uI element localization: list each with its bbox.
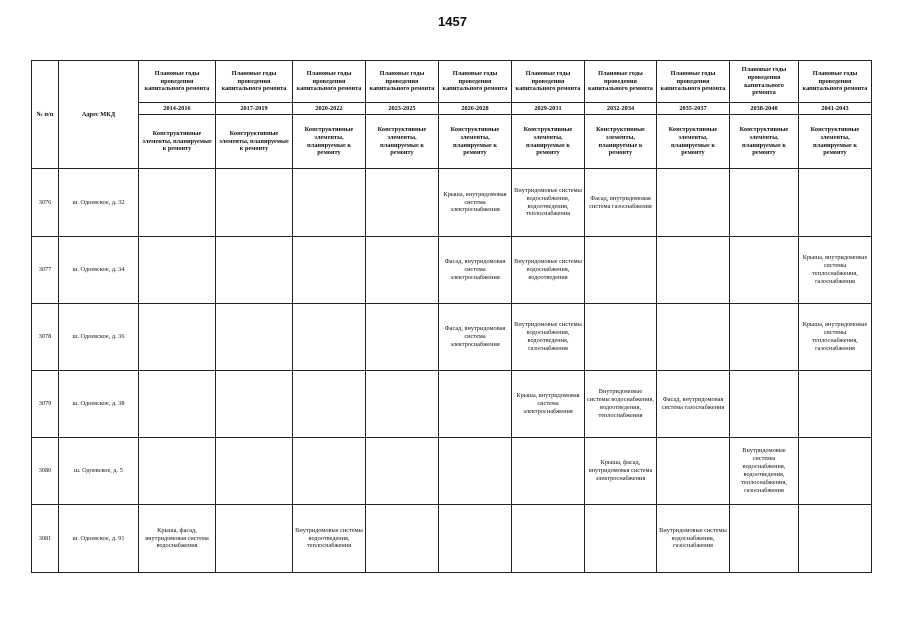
repair-cell (216, 304, 293, 371)
repair-cell (585, 505, 657, 573)
table-row (32, 505, 872, 573)
header-sub-label: Конструктивные элементы, планируемые к ремонту (216, 115, 293, 169)
header-sub-label: Конструктивные элементы, планируемые к ремонту (730, 115, 799, 169)
row-address: ш. Одоевское, д. 36 (59, 304, 139, 371)
repair-cell (293, 237, 366, 304)
table-row (32, 438, 872, 505)
repair-cell (730, 371, 799, 438)
table-row (32, 371, 872, 438)
row-number: 3080 (32, 438, 59, 505)
header-group-title: Плановые годы проведения капитального ремонта (139, 61, 216, 103)
repair-cell (657, 304, 730, 371)
header-sub-label: Конструктивные элементы, планируемые к ремонту (585, 115, 657, 169)
repair-cell (293, 169, 366, 237)
repair-cell (293, 438, 366, 505)
header-group-title: Плановые годы проведения капитального ремонта (293, 61, 366, 103)
repair-cell: Внутридомовые системы водоснабжения, водоотведения (512, 237, 585, 304)
row-number: 3079 (32, 371, 59, 438)
header-group-title: Плановые годы проведения капитального ремонта (730, 61, 799, 103)
repair-cell (366, 505, 439, 573)
header-sub-label: Конструктивные элементы, планируемые к ремонту (657, 115, 730, 169)
repair-cell (366, 169, 439, 237)
repair-cell (139, 304, 216, 371)
header-group-title: Плановые годы проведения капитального ремонта (657, 61, 730, 103)
header-period: 2023-2025 (366, 103, 439, 115)
table-body (32, 61, 872, 573)
table-row (32, 304, 872, 371)
repair-cell: Внутридомовые системы водоснабжения, водоотведения, газоснабжения (512, 304, 585, 371)
repair-cell: Внутридомовые системы водоснабжения, водоотведения, теплоснабжения, газоснабжения (730, 438, 799, 505)
repair-cell (293, 304, 366, 371)
repair-cell (139, 438, 216, 505)
repair-cell: Фасад, внутридомовая система газоснабжения (657, 371, 730, 438)
repair-cell: Внутридомовые системы водоотведения, теплоснабжения (293, 505, 366, 573)
repair-cell (139, 371, 216, 438)
repair-cell (216, 169, 293, 237)
repair-cell (657, 438, 730, 505)
repair-cell (139, 169, 216, 237)
row-address: ш. Одоевское, д. 34 (59, 237, 139, 304)
repair-cell (139, 237, 216, 304)
repair-plan-table (31, 60, 872, 573)
repair-cell (730, 304, 799, 371)
header-group-title: Плановые годы проведения капитального ремонта (366, 61, 439, 103)
repair-cell: Крыша, фасад, внутридомовая система водоснабжения (139, 505, 216, 573)
header-group-title: Плановые годы проведения капитального ремонта (439, 61, 512, 103)
header-row-sublabels (32, 115, 872, 169)
repair-cell: Крыша, внутридомовые системы теплоснабжения, газоснабжения (799, 304, 872, 371)
repair-cell (366, 371, 439, 438)
header-sub-label: Конструктивные элементы, планируемые к ремонту (512, 115, 585, 169)
repair-cell (366, 438, 439, 505)
repair-cell (512, 505, 585, 573)
row-number: 3076 (32, 169, 59, 237)
repair-cell (439, 505, 512, 573)
repair-cell (799, 169, 872, 237)
header-row-periods (32, 103, 872, 115)
header-group-title: Плановые годы проведения капитального ремонта (585, 61, 657, 103)
header-period: 2032-2034 (585, 103, 657, 115)
repair-cell: Фасад, внутридомовая система электроснабжения (439, 304, 512, 371)
header-row-titles (32, 61, 872, 103)
header-period: 2026-2028 (439, 103, 512, 115)
header-group-title: Плановые годы проведения капитального ремонта (799, 61, 872, 103)
page-number: 1457 (438, 14, 467, 29)
repair-cell: Фасад, внутридомовая система газоснабжения (585, 169, 657, 237)
header-period: 2014-2016 (139, 103, 216, 115)
repair-cell: Крыша, внутридомовая система электроснабжения (512, 371, 585, 438)
row-number: 3078 (32, 304, 59, 371)
header-sub-label: Конструктивные элементы, планируемые к ремонту (799, 115, 872, 169)
row-number: 3077 (32, 237, 59, 304)
repair-cell: Крыша, внутридомовая система электроснабжения (439, 169, 512, 237)
repair-cell: Крыша, фасад, внутридомовая система электроснабжения (585, 438, 657, 505)
repair-cell (216, 438, 293, 505)
header-period: 2029-2031 (512, 103, 585, 115)
header-period: 2038-2040 (730, 103, 799, 115)
repair-cell (366, 237, 439, 304)
table-row (32, 169, 872, 237)
header-period: 2020-2022 (293, 103, 366, 115)
repair-cell (657, 237, 730, 304)
table-row (32, 237, 872, 304)
repair-cell: Крыша, внутридомовые системы теплоснабжения, газоснабжения (799, 237, 872, 304)
repair-cell (657, 169, 730, 237)
header-sub-label: Конструктивные элементы, планируемые к ремонту (139, 115, 216, 169)
header-num: № п/п (32, 61, 59, 169)
repair-cell: Фасад, внутридомовая система электроснабжения (439, 237, 512, 304)
repair-cell (585, 237, 657, 304)
repair-cell (366, 304, 439, 371)
repair-cell (293, 371, 366, 438)
repair-cell: Внутридомовые системы водоснабжения, газоснабжения (657, 505, 730, 573)
repair-cell (439, 438, 512, 505)
repair-cell: Внутридомовые системы водоснабжения, водоотведения, теплоснабжения (585, 371, 657, 438)
row-address: ш. Одоевское, д. 5 (59, 438, 139, 505)
repair-cell (730, 169, 799, 237)
header-sub-label: Конструктивные элементы, планируемые к ремонту (439, 115, 512, 169)
repair-cell (439, 371, 512, 438)
repair-cell (799, 371, 872, 438)
repair-cell (799, 438, 872, 505)
header-sub-label: Конструктивные элементы, планируемые к ремонту (293, 115, 366, 169)
row-address: ш. Одоевское, д. 38 (59, 371, 139, 438)
header-period: 2041-2043 (799, 103, 872, 115)
repair-cell (512, 438, 585, 505)
repair-cell (730, 237, 799, 304)
repair-cell (799, 505, 872, 573)
repair-cell (216, 371, 293, 438)
header-period: 2017-2019 (216, 103, 293, 115)
repair-cell (216, 237, 293, 304)
header-period: 2035-2037 (657, 103, 730, 115)
repair-cell (730, 505, 799, 573)
header-address: Адрес МКД (59, 61, 139, 169)
row-address: ш. Одоевское, д. 91 (59, 505, 139, 573)
repair-cell: Внутридомовые системы водоснабжения, водоотведения, теплоснабжения (512, 169, 585, 237)
header-group-title: Плановые годы проведения капитального ремонта (216, 61, 293, 103)
row-address: ш. Одоевское, д. 32 (59, 169, 139, 237)
repair-cell (216, 505, 293, 573)
repair-cell (585, 304, 657, 371)
header-sub-label: Конструктивные элементы, планируемые к ремонту (366, 115, 439, 169)
header-group-title: Плановые годы проведения капитального ремонта (512, 61, 585, 103)
row-number: 3081 (32, 505, 59, 573)
